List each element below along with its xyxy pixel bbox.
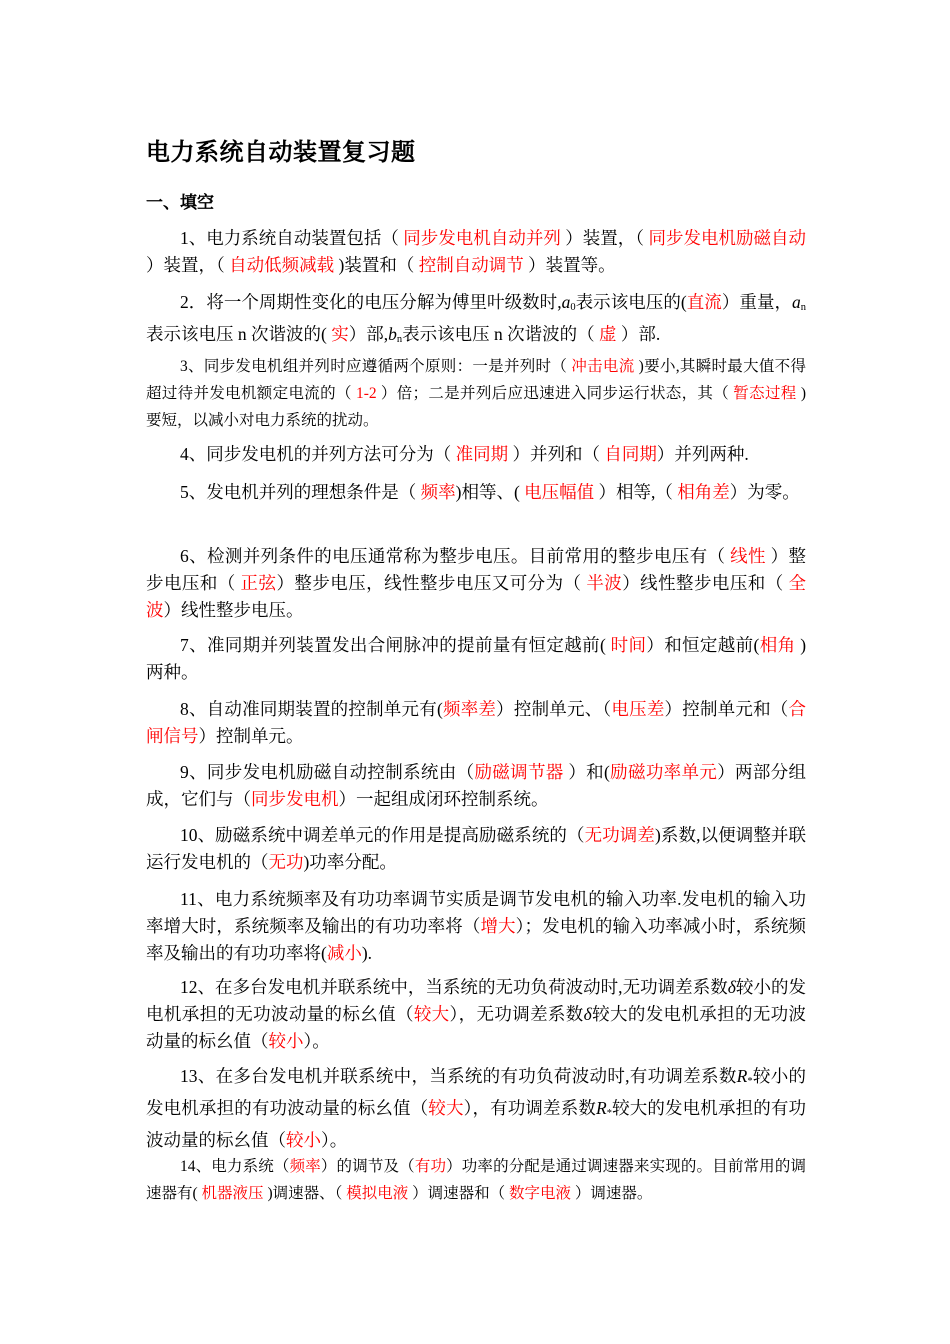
- question-text: 4、同步发电机的并列方法可分为（: [180, 444, 456, 464]
- answer-text: 机器液压: [201, 1185, 264, 1202]
- answer-text: 励磁调节器: [474, 762, 564, 782]
- answer-text: 自动低频减载: [229, 255, 335, 275]
- question-text: 较小的发电机承担的无功波动量的标幺值（: [146, 977, 806, 1024]
- answer-text: 同步发电机自动并列: [403, 228, 561, 248]
- answer-text: 较大: [428, 1098, 464, 1119]
- answer-text: 模拟电液: [346, 1185, 409, 1202]
- question-text: ）部.: [616, 324, 661, 345]
- question-text: 5、发电机并列的理想条件是（: [180, 482, 421, 502]
- answer-text: 电压幅值: [524, 482, 595, 502]
- question-text: 11、电力系统频率及有功功率调节实质是调节发电机的输入功率.发电机的输入功率增大时，系统频率及输出的有功功率将（: [146, 889, 806, 936]
- question-text: ).: [361, 943, 373, 963]
- question-text: )要小,其瞬时最大值不得超过待并发电机额定电流的（: [146, 358, 806, 402]
- answer-text: 同步发电机励磁自动: [648, 228, 807, 248]
- question-2: [146, 289, 806, 353]
- question-text: ）为零。: [729, 482, 800, 502]
- math-symbol: b: [388, 324, 397, 345]
- question-text: ）。: [303, 1031, 330, 1051]
- question-text: ）两部分组成，它们与（: [146, 762, 807, 809]
- answer-text: 频率: [289, 1158, 321, 1175]
- answer-text: 较小: [268, 1031, 304, 1051]
- answer-text: 虚: [598, 324, 617, 345]
- question-text: ）。: [321, 1130, 348, 1151]
- question-text: 较大的发电机承担的有功波动量的标幺值（: [146, 1098, 807, 1151]
- question-text: ）部,: [348, 324, 389, 345]
- answer-text: 数字电液: [509, 1185, 572, 1202]
- question-text: 7、准同期并列装置发出合闸脉冲的提前量有恒定越前(: [180, 635, 611, 655]
- question-10: [146, 822, 806, 876]
- document-title: 电力系统自动装置复习题: [146, 138, 416, 166]
- answer-text: 频率差: [442, 699, 497, 719]
- subscript: 0: [570, 302, 576, 314]
- answer-text: 增大: [480, 916, 516, 936]
- question-text: ）装置，（: [146, 255, 230, 275]
- math-symbol: R: [596, 1098, 607, 1119]
- question-text: ）线性整步电压和（: [622, 573, 789, 593]
- question-text: 表示该电压的(: [575, 292, 687, 312]
- question-text: ）和恒定越前(: [646, 635, 760, 655]
- question-14: [146, 1153, 806, 1207]
- answer-text: 减小: [326, 943, 362, 963]
- question-8: [146, 696, 806, 750]
- question-text: ）和(: [563, 762, 610, 782]
- question-text: )要短，以减小对电力系统的扰动。: [146, 385, 806, 429]
- question-text: 3、同步发电机组并列时应遵循两个原则：一是并列时（: [180, 358, 572, 375]
- question-text: 14、电力系统（: [180, 1158, 290, 1175]
- question-11: [146, 886, 806, 967]
- question-text: 9、同步发电机励磁自动控制系统由（: [180, 762, 475, 782]
- question-text: ）一起组成闭环控制系统。: [338, 789, 549, 809]
- question-text: ）相等,（: [594, 482, 678, 502]
- question-text: 1、电力系统自动装置包括（: [180, 228, 404, 248]
- question-text: ）调速器。: [571, 1185, 653, 1202]
- question-text: 较大的发电机承担的无功波动量的标幺值（: [146, 1004, 807, 1051]
- answer-text: 相角差: [677, 482, 730, 502]
- question-text: )装置和（: [334, 255, 419, 275]
- question-text: 12、在多台发电机并联系统中，当系统的无功负荷波动时,无功调差系数: [180, 977, 728, 997]
- question-text: ）倍；二是并列后应迅速进入同步运行状态，其（: [376, 385, 734, 402]
- question-text: ）整步电压，线性整步电压又可分为（: [276, 573, 587, 593]
- question-text: 8、自动准同期装置的控制单元有(: [180, 699, 443, 719]
- question-13: [146, 1063, 806, 1154]
- subscript: *: [747, 1076, 753, 1088]
- answer-text: 时间: [610, 635, 647, 655]
- answer-text: 励磁功率单元: [609, 762, 718, 782]
- question-text: ），有功调差系数: [463, 1098, 596, 1119]
- question-text: ）并列两种.: [656, 444, 749, 464]
- question-text: ）控制单元和（: [664, 699, 789, 719]
- section-heading: 一、填空: [146, 193, 214, 213]
- question-text: )系数,以便调整并联运行发电机的（: [146, 825, 807, 872]
- math-symbol: δ: [583, 1004, 592, 1024]
- question-text: 13、在多台发电机并联系统中，当系统的有功负荷波动时,有功调差系数: [180, 1066, 737, 1086]
- answer-text: 控制自动调节: [418, 255, 524, 275]
- question-text: ）的调节及（: [320, 1158, 415, 1175]
- answer-text: 全波: [146, 573, 807, 620]
- answer-text: 同步发电机: [251, 789, 339, 809]
- question-12: [146, 974, 806, 1055]
- answer-text: 冲击电流: [571, 358, 635, 375]
- answer-text: 正弦: [240, 573, 277, 593]
- math-symbol: a: [561, 292, 571, 312]
- question-text: ）重量，: [721, 292, 793, 312]
- math-symbol: a: [792, 292, 801, 312]
- answer-text: 线性: [730, 546, 766, 566]
- answer-text: 无功: [268, 852, 304, 872]
- question-text: ）控制单元、（: [496, 699, 612, 719]
- question-text: 10、励磁系统中调差单元的作用是提高励磁系统的（: [180, 825, 585, 845]
- answer-text: 相角: [759, 635, 796, 655]
- question-text: ）控制单元。: [198, 726, 304, 746]
- question-5: [146, 479, 806, 506]
- question-4: [146, 441, 806, 468]
- question-text: ）；发电机的输入功率减小时，系统频率及输出的有功功率将(: [146, 916, 807, 963]
- question-text: 表示该电压 n 次谐波的（: [402, 324, 599, 345]
- question-text: 6、检测并列条件的电压通常称为整步电压。目前常用的整步电压有（: [180, 546, 731, 566]
- answer-text: 半波: [586, 573, 623, 593]
- answer-text: 1-2: [355, 385, 377, 402]
- answer-text: 电压差: [611, 699, 665, 719]
- question-text: ），无功调差系数: [449, 1004, 584, 1024]
- question-text: ）线性整步电压。: [163, 600, 304, 620]
- subscript: *: [606, 1108, 612, 1120]
- question-text: )功率分配。: [303, 852, 397, 872]
- answer-text: 较大: [413, 1004, 450, 1024]
- subscript: n: [800, 302, 807, 314]
- math-symbol: δ: [727, 977, 736, 997]
- answer-text: 有功: [414, 1158, 447, 1175]
- question-text: ）功率的分配是通过调速器来实现的。目前常用的调速器有(: [146, 1158, 806, 1202]
- answer-text: 暂态过程: [733, 385, 797, 402]
- math-symbol: R: [736, 1066, 748, 1086]
- answer-text: 准同期: [455, 444, 509, 464]
- answer-text: 直流: [686, 292, 722, 312]
- question-text: 2．将一个周期性变化的电压分解为傅里叶级数时,: [180, 292, 562, 312]
- subscript: n: [396, 334, 403, 346]
- question-text: ）整步电压和（: [146, 546, 806, 593]
- question-text: ）调速器和（: [408, 1185, 510, 1202]
- question-text: 表示该电压 n 次谐波的(: [146, 324, 332, 345]
- question-text: )调速器、（: [263, 1185, 347, 1202]
- answer-text: 较小: [286, 1130, 321, 1151]
- question-1: [146, 225, 806, 279]
- question-text: ）并列和（: [508, 444, 605, 464]
- answer-text: 无功调差: [584, 825, 655, 845]
- answer-text: 频率: [420, 482, 456, 502]
- question-text: )两种。: [146, 635, 807, 682]
- question-text: ）装置等。: [523, 255, 616, 275]
- answer-text: 实: [331, 324, 349, 345]
- answer-text: 合闸信号: [146, 699, 807, 746]
- question-text: )相等、(: [455, 482, 525, 502]
- question-3: [146, 353, 806, 434]
- question-9: [146, 759, 806, 813]
- question-7: [146, 632, 806, 686]
- answer-text: 自同期: [604, 444, 657, 464]
- question-6: [146, 543, 806, 624]
- question-text: 较小的发电机承担的有功波动量的标幺值（: [146, 1066, 807, 1119]
- question-text: ）装置，（: [560, 228, 649, 248]
